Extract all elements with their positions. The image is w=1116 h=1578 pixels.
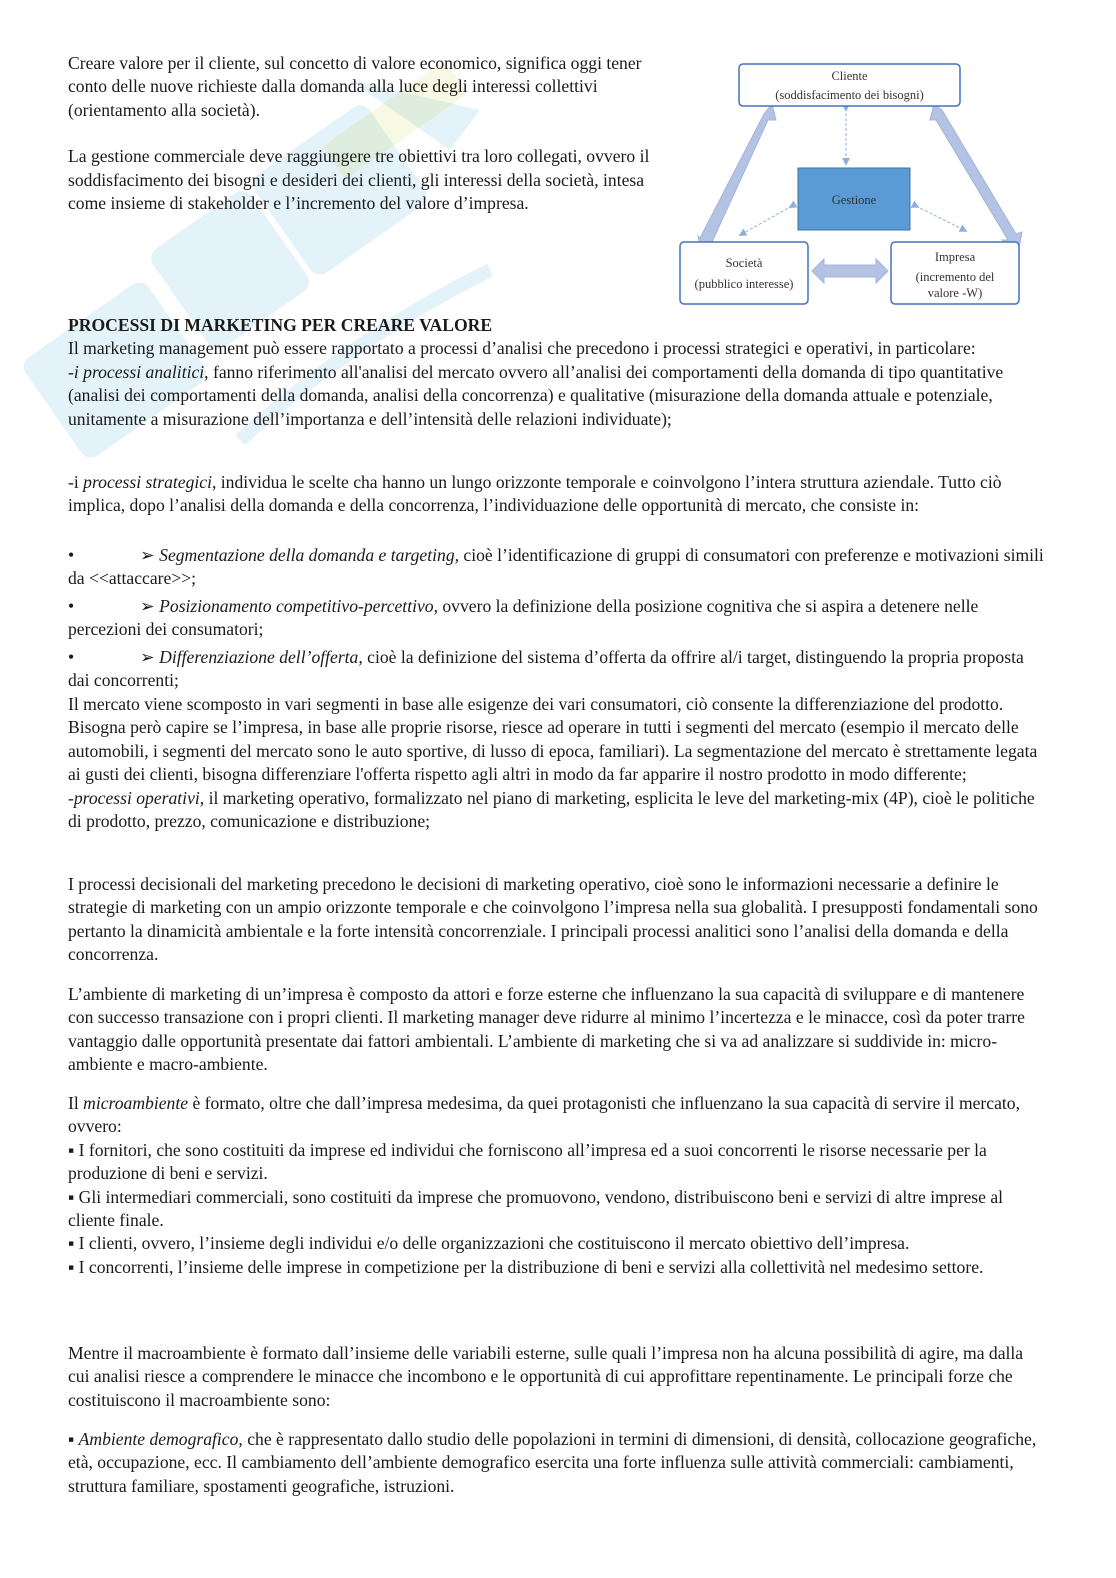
intro-paragraph-1: Creare valore per il cliente, sul concetto di valore economico, significa oggi tener conto delle nuove richieste dalla domanda alla luce degli interessi collettivi (orientamento alla società). [68, 53, 642, 120]
arrow-bullet-icon: ➢ [140, 596, 155, 616]
bullet-term: Differenziazione dell’offerta, [159, 647, 363, 667]
bullet-item-3 [68, 646, 1048, 693]
section-title: PROCESSI DI MARKETING PER CREARE VALORE [68, 315, 493, 335]
cliente-subtitle: (soddisfacimento dei bisogni) [775, 88, 924, 102]
impresa-title: Impresa [934, 250, 976, 264]
demographic-paragraph [68, 1428, 1048, 1498]
intro-paragraph-2: La gestione commerciale deve raggiungere tre obiettivi tra loro collegati, ovvero il soddisfacimento dei bisogni e desideri dei clienti, gli interessi della società, intesa come insieme di stakeholder e l’incremento del valore d’impresa. [68, 146, 650, 214]
analytic-term: i processi analitici [73, 361, 205, 382]
micro-item-clients: ▪ I clienti, ovvero, l’insieme degli individui e/o delle organizzazioni che costituiscono il mercato obiettivo dell’impresa. [68, 1233, 910, 1254]
thick-arrow-left [698, 104, 776, 254]
macro-block [68, 1342, 1048, 1412]
micro-text: è formato, oltre che dall’impresa medesima, da quei protagonisti che influenzano la sua capacità di servire il mercato, ovvero: [68, 1093, 1020, 1137]
arrow-bullet-icon: ➢ [140, 545, 155, 565]
micro-prefix: Il [68, 1093, 84, 1113]
macro-paragraph: Mentre il macroambiente è formato dall’insieme delle variabili esterne, sulle quali l’impresa non ha alcuna possibilità di agire, ma dalla cui analisi riesce a comprendere le minacce che incombono e le opportunità di cui approfittare repentinamente. Le principali forze che costituiscono il macroambiente sono: [68, 1343, 1024, 1410]
decision-paragraph: I processi decisionali del marketing precedono le decisioni di marketing operativo, cioè sono le informazioni necessarie a definire le strategie di marketing con un ampio orizzonte temporale e che coinvolgono l’impresa nella sua globalità. I presupposti fondamentali sono pertanto la dinamicità ambientale e la forte intensità concorrenziale. I principali processi analitici sono l’analisi della domanda e della concorrenza. [68, 874, 1038, 965]
section-header-block [68, 314, 1048, 431]
environment-block [68, 983, 1048, 1077]
section-intro: Il marketing management può essere rapportato a processi d’analisi che precedono i processi strategici e operativi, in particolare: [68, 338, 976, 359]
bullet-text: ovvero la definizione della posizione cognitiva che si aspira a detenere nelle percezioni dei consumatori; [68, 596, 979, 640]
bullet-term: Posizionamento competitivo-percettivo, [159, 596, 438, 616]
value-diagram [672, 58, 1042, 318]
operative-term: -processi operativi [68, 787, 200, 808]
arrow-bullet-icon: ➢ [140, 647, 155, 667]
cliente-title: Cliente [831, 69, 868, 83]
bullet-text: cioè la definizione del sistema d’offerta da offrire al/i target, distinguendo la propria proposta dai concorrenti; [68, 647, 1024, 691]
strategic-term: processi strategici [83, 472, 212, 492]
impresa-subtitle-1: (incremento del [915, 270, 995, 284]
decision-block [68, 873, 1048, 967]
bullet-term: Segmentazione della domanda e targeting, [159, 545, 460, 565]
micro-block [68, 1092, 1048, 1279]
micro-term: microambiente [83, 1093, 189, 1113]
micro-item-intermediaries: ▪ Gli intermediari commerciali, sono costituiti da imprese che promuovono, vendono, distribuiscono beni e servizi di altre imprese al cliente finale. [68, 1186, 1004, 1231]
operative-processes [68, 787, 1048, 834]
market-block [68, 693, 1048, 833]
gestione-label: Gestione [831, 193, 877, 207]
analytic-prefix: - [68, 361, 74, 382]
strategic-block [68, 471, 1048, 518]
bullet-dot: • [68, 596, 75, 616]
market-paragraph: Il mercato viene scomposto in vari segmenti in base alle esigenze dei vari consumatori, ciò consente la differenziazione del prodotto. Bisogna però capire se l’impresa, in base alle proprie risorse, riesce ad operare in tutti i segmenti del mercato (esempio il mercato delle automobili, i segmenti del mercato sono le auto sportive, di lusso di epoca, familiari). La segmentazione del mercato è strettamente legata ai gusti dei clienti, bisogna differenziare l'offerta rispetto agli altri in modo da far apparire il nostro prodotto in modo differente; [68, 694, 1038, 785]
demographic-bullet: ▪ [68, 1429, 79, 1449]
dashed-arrow-gestione-impresa [916, 206, 964, 230]
thick-arrow-bottom [812, 259, 888, 283]
impresa-subtitle-2: valore -W) [927, 286, 983, 300]
bullet-dot: • [68, 545, 75, 565]
dashed-arrow-gestione-societa [742, 206, 792, 234]
demographic-block [68, 1428, 1048, 1498]
societa-subtitle: (pubblico interesse) [694, 277, 794, 291]
strategic-text: , individua le scelte cha hanno un lungo orizzonte temporale e coinvolgono l’intera struttura aziendale. Tutto ciò implica, dopo l’analisi della domanda e della concorrenza, l’individuazione delle opportunità di mercato, che consiste in: [68, 472, 1002, 516]
micro-item-suppliers: ▪ I fornitori, che sono costituiti da imprese ed individui che forniscono all’impresa ed a suoi concorrenti le risorse necessarie per la produzione di beni e servizi. [68, 1139, 987, 1184]
bullet-item-1 [68, 544, 1048, 591]
bullet-dot: • [68, 647, 75, 667]
bullet-item-2 [68, 595, 1048, 642]
micro-item-competitors: ▪ I concorrenti, l’insieme delle imprese in competizione per la distribuzione di beni e servizi alla collettività nel medesimo settore. [68, 1256, 984, 1277]
thick-arrow-right [930, 104, 1022, 254]
demographic-term: Ambiente demografico, [78, 1429, 243, 1449]
operative-text: , il marketing operativo, formalizzato nel piano di marketing, esplicita le leve del marketing-mix (4P), cioè le politiche di prodotto, prezzo, comunicazione e distribuzione; [68, 787, 1035, 832]
societa-title: Società [725, 256, 763, 270]
intro-block [68, 52, 668, 215]
analytic-text: , fanno riferimento all'analisi del mercato ovvero all’analisi dei comportamenti della domanda di tipo quantitative (analisi dei comportamenti della domanda, analisi della concorrenza) e qualitative (misurazione della domanda attuale e potenziale, unitamente a misurazione dell’importanza e dell’intensità delle relazioni individuate); [68, 361, 1004, 429]
bullet-text: cioè l’identificazione di gruppi di consumatori con preferenze e motivazioni simili da <<attaccare>>; [68, 545, 1044, 589]
analytic-processes [68, 361, 1048, 431]
demographic-text: che è rappresentato dallo studio delle popolazioni in termini di dimensioni, di densità, collocazione geografiche, età, occupazione, ecc. Il cambiamento dell’ambiente demografico esercita una forte influenza sulle attività commerciali: cambiamenti, struttura familiare, spostamenti geografiche, istruzioni. [68, 1429, 1037, 1496]
strategic-prefix: -i [68, 472, 84, 492]
strategic-processes [68, 471, 1048, 518]
environment-paragraph: L’ambiente di marketing di un’impresa è composto da attori e forze esterne che influenzano la sua capacità di sviluppare e di mantenere con successo transazione con i propri clienti. Il marketing manager deve ridurre al minimo l’incertezza e le minacce, così da poter trarre vantaggio dalle opportunità presentate dai fattori ambientali. L’ambiente di marketing che si va ad analizzare si suddivide in: micro-ambiente e macro-ambiente. [68, 984, 1025, 1075]
societa-box [680, 242, 808, 304]
micro-paragraph [68, 1092, 1048, 1139]
